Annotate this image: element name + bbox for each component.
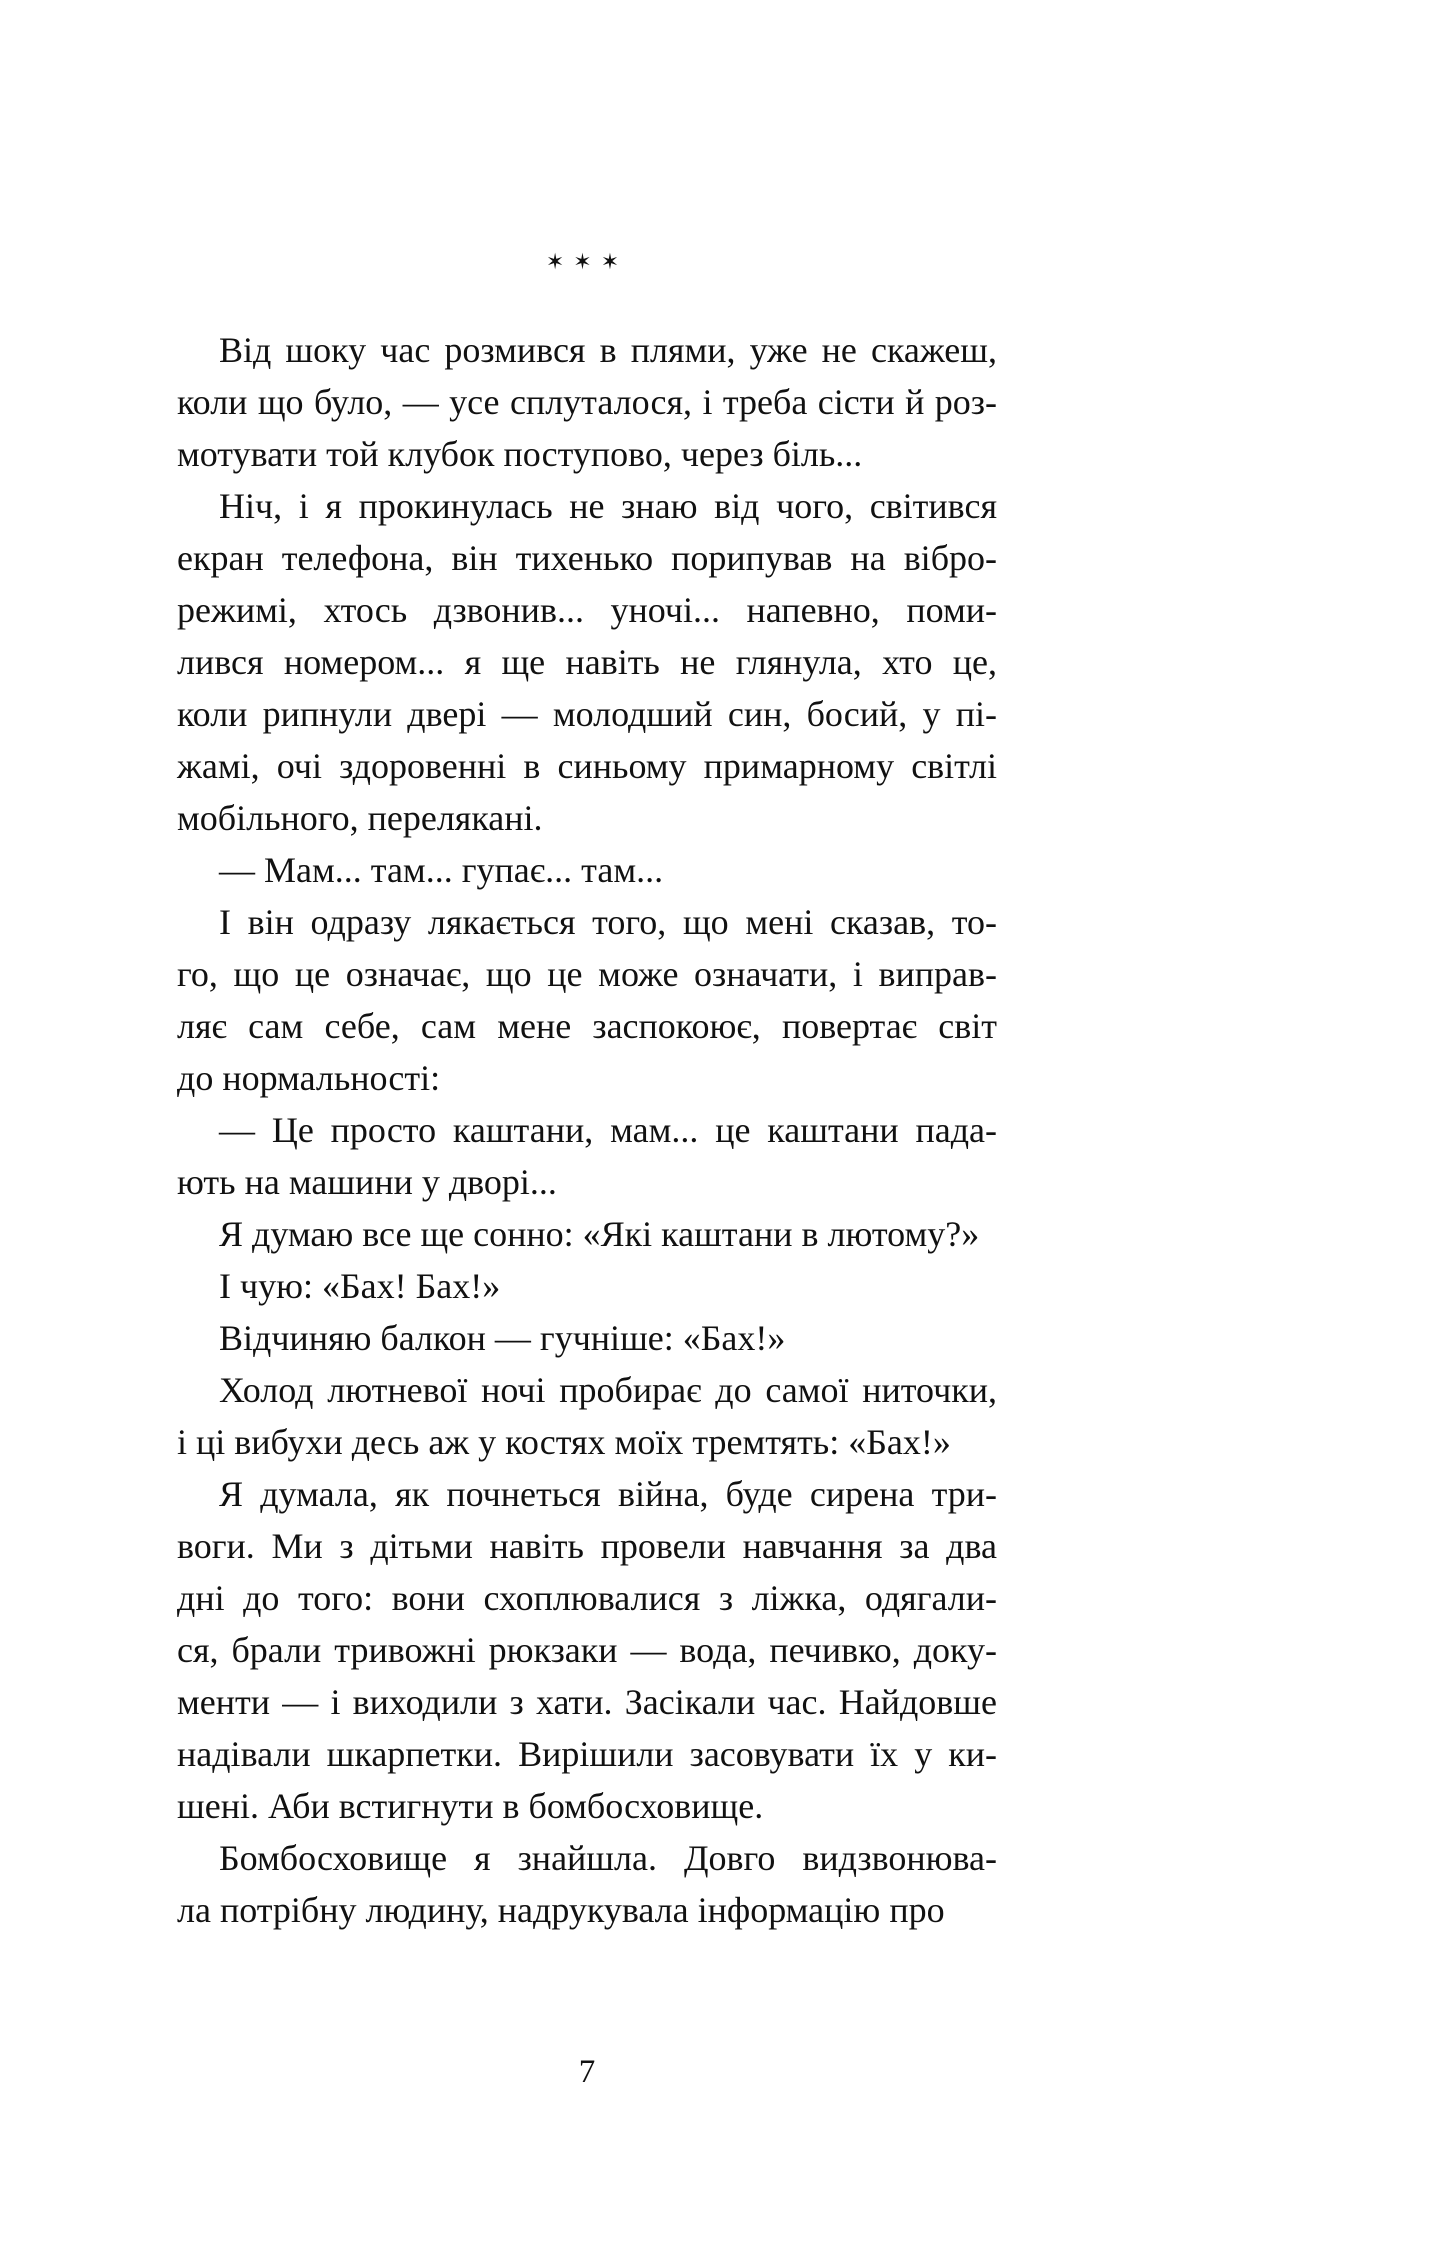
text-line: мобільного, перелякані. (177, 798, 543, 838)
text-line: екран телефона, він тихенько порипував на вібро- (177, 538, 997, 578)
text-line: мотувати той клубок поступово, через біль... (177, 434, 863, 474)
text-line: Я думаю все ще сонно: «Які каштани в лютому?» (219, 1214, 980, 1254)
text-line: І він одразу лякається того, що мені сказав, то- (219, 902, 997, 942)
text-line: лився номером... я ще навіть не глянула, хто це, (177, 642, 997, 682)
text-line: го, що це означає, що це може означати, і виправ- (177, 954, 997, 994)
text-line: — Мам... там... гупає... там... (219, 850, 664, 890)
text-line: Ніч, і я прокинулась не знаю від чого, світився (219, 486, 997, 526)
paragraph (177, 1208, 997, 1260)
page-number: 7 (578, 2054, 596, 2090)
text-line: Я думала, як почнеться війна, буде сирена три- (219, 1474, 997, 1514)
text-line: жамі, очі здоровенні в синьому примарному світлі (177, 746, 997, 786)
paragraph (177, 324, 997, 480)
paragraph (177, 1468, 997, 1832)
paragraph (177, 1312, 997, 1364)
text-line: дні до того: вони схоплювалися з ліжка, одягали- (177, 1578, 997, 1618)
text-line: ла потрібну людину, надрукувала інформацію про (177, 1890, 945, 1930)
text-line: шені. Аби встигнути в бомбосховище. (177, 1786, 764, 1826)
paragraph (177, 480, 997, 844)
text-line: Холод лютневої ночі пробирає до самої ниточки, (219, 1370, 997, 1410)
text-line: менти — і виходили з хати. Засікали час. Найдовше (177, 1682, 997, 1722)
text-line: Відчиняю балкон — гучніше: «Бах!» (219, 1318, 786, 1358)
text-line: воги. Ми з дітьми навіть провели навчання за два (177, 1526, 997, 1566)
section-separator: ✶✶✶ (545, 250, 629, 275)
text-line: ляє сам себе, сам мене заспокоює, повертає світ (177, 1006, 997, 1046)
text-line: Бомбосховище я знайшла. Довго видзвонюва- (219, 1838, 997, 1878)
text-line: ся, брали тривожні рюкзаки — вода, печивко, доку- (177, 1630, 997, 1670)
text-block (177, 248, 997, 1936)
text-line: надівали шкарпетки. Вирішили засовувати їх у ки- (177, 1734, 997, 1774)
paragraph (177, 896, 997, 1104)
text-line: Від шоку час розмився в плями, уже не скажеш, (219, 330, 997, 370)
paragraph (177, 844, 997, 896)
text-line: ють на машини у дворі... (177, 1162, 557, 1202)
text-line: І чую: «Бах! Бах!» (219, 1266, 501, 1306)
paragraph (177, 1260, 997, 1312)
text-line: коли рипнули двері — молодший син, босий, у пі- (177, 694, 997, 734)
text-line: і ці вибухи десь аж у костях моїх тремтять: «Бах!» (177, 1422, 951, 1462)
text-line: — Це просто каштани, мам... це каштани пада- (219, 1110, 997, 1150)
paragraph (177, 1104, 997, 1208)
text-line: коли що було, — усе сплуталося, і треба сісти й роз- (177, 382, 997, 422)
paragraph (177, 1832, 997, 1936)
text-line: режимі, хтось дзвонив... уночі... напевно, поми- (177, 590, 997, 630)
text-line: до нормальності: (177, 1058, 441, 1098)
paragraph (177, 1364, 997, 1468)
